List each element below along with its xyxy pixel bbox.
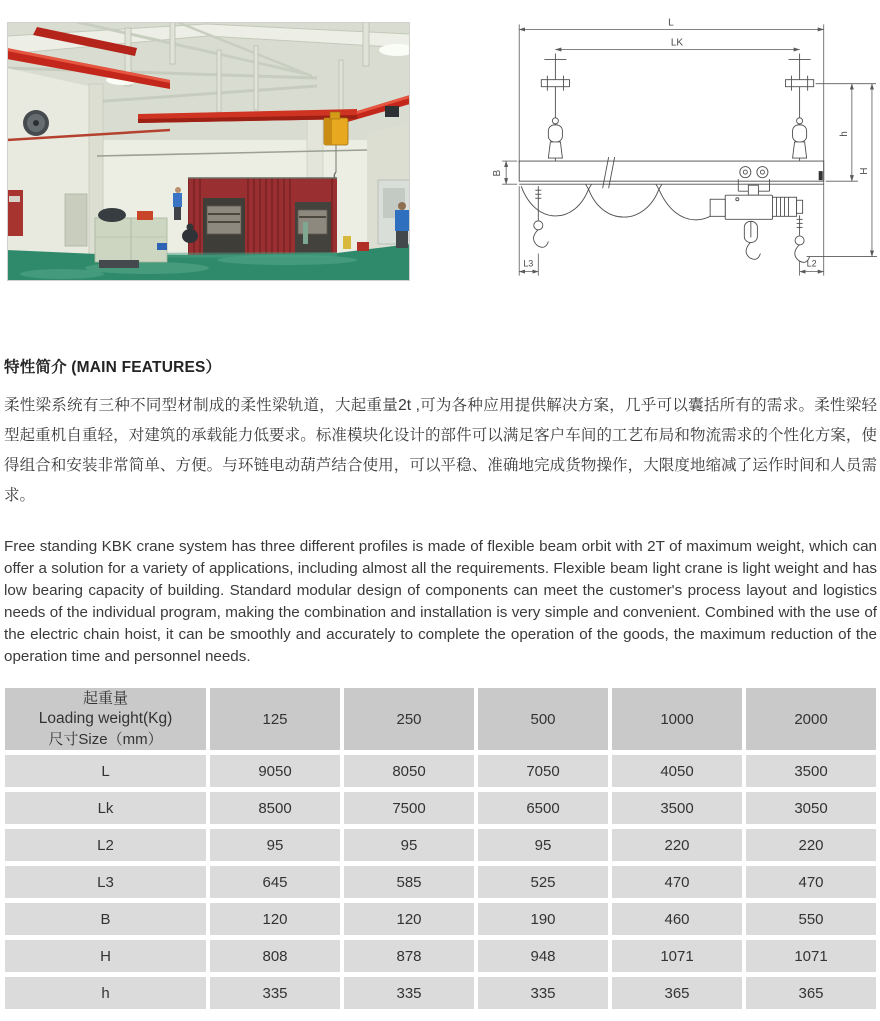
hoist-hook (744, 221, 760, 259)
dimension-B (492, 161, 506, 184)
row-label: Lk (5, 792, 206, 824)
row-label: H (5, 940, 206, 972)
spec-cell: 8050 (344, 755, 474, 787)
spec-cell: 220 (746, 829, 876, 861)
spec-table (1, 683, 880, 1014)
features-paragraph-en: Free standing KBK crane system has three different profiles is made of flexible beam orbit with 2T of maximum weight, which can offer a solution for a variety of applications, including almost all the requirements. Flexible beam light crane is light weight and has low bearing capacity of building. Standard modular design of components can meet the customer's process layout and logistics needs of the individual program, making the combination and installation is very simple and convenient. Combined with the use of the electric chain hoist, it can be smoothly and accurately to complete the operation of the goods, the maximum reduction of the operation time and personnel needs. (4, 538, 877, 665)
spec-cell: 120 (344, 903, 474, 935)
table-row (5, 903, 876, 935)
suspension-hanger-left (541, 54, 569, 162)
table-row (5, 940, 876, 972)
photo-curtains (188, 178, 337, 255)
dim-label-B: B (492, 169, 504, 177)
left-hook (534, 186, 549, 247)
spec-cell: 470 (746, 866, 876, 898)
spec-table-header-row (5, 688, 876, 750)
spec-cell: 95 (478, 829, 608, 861)
spec-cell: 1071 (746, 940, 876, 972)
dimension-L3 (519, 259, 538, 272)
spec-cell: 645 (210, 866, 340, 898)
dim-label-L2: L2 (806, 258, 817, 269)
row-label: L (5, 755, 206, 787)
spec-cell: 365 (746, 977, 876, 1009)
dim-label-h: h (838, 131, 850, 137)
dimension-L2 (800, 259, 824, 272)
right-hook (795, 215, 810, 262)
spec-cell: 8500 (210, 792, 340, 824)
spec-cell: 335 (210, 977, 340, 1009)
dimension-L (519, 17, 824, 29)
dim-label-LK: LK (670, 37, 684, 49)
table-row (5, 977, 876, 1009)
spec-cell: 878 (344, 940, 474, 972)
features-heading: 特性简介 (MAIN FEATURES） (4, 359, 222, 376)
spec-cell: 7050 (478, 755, 608, 787)
table-row (5, 866, 876, 898)
column-header: 500 (478, 688, 608, 750)
spec-cell: 470 (612, 866, 742, 898)
spec-cell: 6500 (478, 792, 608, 824)
dimension-LK (555, 37, 799, 49)
table-row (5, 829, 876, 861)
column-header: 250 (344, 688, 474, 750)
crane-beam (519, 157, 824, 188)
spec-cell: 550 (746, 903, 876, 935)
spec-cell: 808 (210, 940, 340, 972)
spec-cell: 1071 (612, 940, 742, 972)
spec-cell: 948 (478, 940, 608, 972)
spec-cell: 9050 (210, 755, 340, 787)
column-header: 2000 (746, 688, 876, 750)
crane-dimension-diagram (478, 12, 880, 284)
spec-cell: 335 (344, 977, 474, 1009)
dim-label-L: L (668, 17, 674, 29)
spec-cell: 4050 (612, 755, 742, 787)
spec-cell: 95 (344, 829, 474, 861)
row-label: B (5, 903, 206, 935)
column-header: 1000 (612, 688, 742, 750)
row-label: L2 (5, 829, 206, 861)
festoon-cables (521, 184, 727, 220)
spec-cell: 525 (478, 866, 608, 898)
spec-cell: 3500 (612, 792, 742, 824)
dim-label-L3: L3 (523, 258, 534, 269)
table-row (5, 792, 876, 824)
spec-cell: 585 (344, 866, 474, 898)
spec-cell: 220 (612, 829, 742, 861)
column-header: 125 (210, 688, 340, 750)
spec-cell: 365 (612, 977, 742, 1009)
electric-chain-hoist (710, 195, 802, 219)
spec-cell: 335 (478, 977, 608, 1009)
table-header-loading-weight (5, 688, 206, 750)
dimension-h (839, 84, 852, 181)
spec-cell: 460 (612, 903, 742, 935)
workshop-photo (7, 22, 410, 281)
row-label: L3 (5, 866, 206, 898)
features-paragraph-zh: 柔性梁系统有三种不同型材制成的柔性梁轨道，大起重量2t ,可为各种应用提供解决方案，几乎可以囊括所有的需求。柔性梁轻型起重机自重轻，对建筑的承载能力低要求。标准模块化设计的部件可以满足客户车间的工艺布局和物流需求的个性化方案，使得组合和安装非常简单、方便。与环链电动葫芦结合使用，可以平稳、准确地完成货物操作，大限度地缩减了运作时间和人员需求。 (4, 397, 877, 504)
header-line-size: 尺寸Size（mm） (48, 730, 163, 748)
header-line-zh: 起重量 (82, 689, 128, 707)
spec-cell: 3500 (746, 755, 876, 787)
spec-cell: 7500 (344, 792, 474, 824)
suspension-hanger-right (786, 54, 814, 162)
features-section (4, 355, 877, 668)
spec-cell: 95 (210, 829, 340, 861)
dim-label-H: H (858, 167, 870, 175)
table-row (5, 755, 876, 787)
spec-cell: 190 (478, 903, 608, 935)
spec-cell: 3050 (746, 792, 876, 824)
dimension-H (859, 84, 872, 257)
row-label: h (5, 977, 206, 1009)
header-line-en: Loading weight(Kg) (38, 709, 173, 727)
spec-cell: 120 (210, 903, 340, 935)
